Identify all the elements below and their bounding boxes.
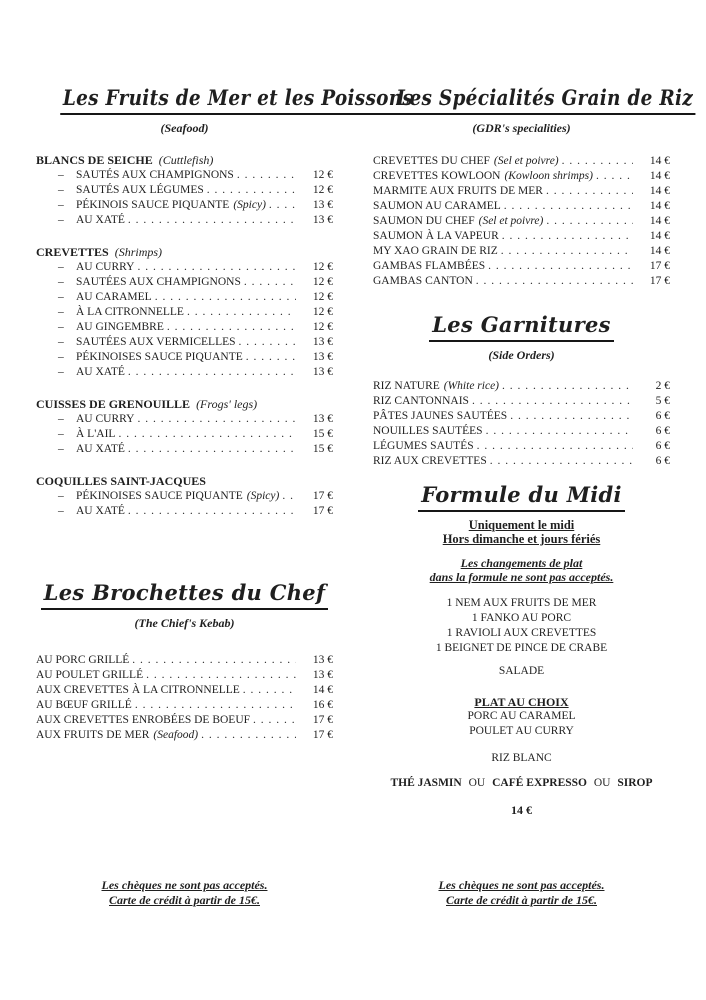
group-header-label: CREVETTES <box>36 245 109 259</box>
dot-leader <box>253 713 296 728</box>
item-name: AU CARAMEL <box>76 291 152 303</box>
dash-bullet: – <box>58 366 64 378</box>
menu-item-row <box>373 409 670 424</box>
item-name: SAUTÉES AUX CHAMPIGNONS <box>76 276 241 288</box>
group-header-label: COQUILLES SAINT-JACQUES <box>36 474 206 488</box>
starter-line: 1 BEIGNET DE PINCE DE CRABE <box>435 642 608 654</box>
menu-item-row <box>36 653 333 668</box>
dot-leader <box>269 198 296 213</box>
item-note: (Spicy) <box>233 199 266 211</box>
item-price: 13 € <box>312 413 333 425</box>
formule-starters <box>373 596 670 656</box>
item-note: (Seafood) <box>153 729 199 741</box>
menu-item-row <box>373 214 670 229</box>
item-name: CREVETTES KOWLOON <box>373 170 501 182</box>
item-price: 13 € <box>312 214 333 226</box>
item-name: NOUILLES SAUTÉES <box>373 425 483 437</box>
restriction-line-2: dans la formule ne sont pas acceptés. <box>429 570 614 584</box>
item-price: 13 € <box>312 669 333 681</box>
menu-item-row <box>36 305 333 320</box>
menu-item-row <box>373 379 670 394</box>
item-note: (Kowloon shrimps) <box>504 170 593 182</box>
dot-leader <box>201 728 296 743</box>
item-note: (Sel et poivre) <box>478 215 544 227</box>
item-price: 17 € <box>312 729 333 741</box>
item-note: (Spicy) <box>246 490 280 502</box>
item-name: MY XAO GRAIN DE RIZ <box>373 245 498 257</box>
group-header-note: (Frogs' legs) <box>196 397 258 411</box>
item-name: SAUTÉS AUX LÉGUMES <box>76 184 204 196</box>
formule-title-text: Formule du Midi <box>418 481 625 512</box>
drink-cafe-expresso: CAFÉ EXPRESSO <box>492 777 587 789</box>
group-cuisses-de-grenouille <box>36 397 333 457</box>
menu-item-row <box>373 439 670 454</box>
dash-bullet: – <box>58 261 64 273</box>
menu-item-row <box>36 442 333 457</box>
dash-bullet: – <box>58 443 64 455</box>
menu-item-row <box>373 394 670 409</box>
dot-leader <box>502 229 633 244</box>
dash-bullet: – <box>58 169 64 181</box>
gdr-subtitle: (GDR's specialities) <box>472 121 571 135</box>
right-footer-note <box>373 878 670 908</box>
dot-leader <box>490 454 633 469</box>
item-price: 12 € <box>312 291 333 303</box>
starter-line: 1 FANKO AU PORC <box>471 612 572 624</box>
group-items <box>36 489 333 519</box>
item-price: 12 € <box>312 321 333 333</box>
item-name: PÉKINOIS SAUCE PIQUANTE <box>76 199 230 211</box>
item-name: SAUTÉS AUX CHAMPIGNONS <box>76 169 234 181</box>
dot-leader <box>246 350 296 365</box>
dot-leader <box>135 698 296 713</box>
item-price: 13 € <box>312 366 333 378</box>
seafood-subtitle: (Seafood) <box>160 121 209 135</box>
dot-leader <box>510 409 633 424</box>
dot-leader <box>239 335 296 350</box>
dash-bullet: – <box>58 199 64 211</box>
item-price: 12 € <box>312 276 333 288</box>
item-name: SAUMON AU CARAMEL <box>373 200 501 212</box>
group-header <box>36 245 333 260</box>
item-price: 13 € <box>312 199 333 211</box>
sides-title-text: Les Garnitures <box>429 311 614 342</box>
menu-item-row <box>36 412 333 427</box>
dot-leader <box>477 439 633 454</box>
menu-item-row <box>373 244 670 259</box>
dot-leader <box>501 244 633 259</box>
group-header <box>36 474 333 489</box>
item-name: MARMITE AUX FRUITS DE MER <box>373 185 543 197</box>
menu-item-row <box>36 290 333 305</box>
item-name: GAMBAS FLAMBÉES <box>373 260 486 272</box>
availability-line-1: Uniquement le midi <box>468 518 575 532</box>
dash-bullet: – <box>58 336 64 348</box>
item-price: 12 € <box>312 306 333 318</box>
menu-item-row <box>36 335 333 350</box>
drink-the-jasmin: THÉ JASMIN <box>390 777 462 789</box>
dot-leader <box>128 365 296 380</box>
item-name: PÉKINOISES SAUCE PIQUANTE <box>76 351 243 363</box>
dot-leader <box>472 394 633 409</box>
item-name: SAUMON DU CHEF <box>373 215 475 227</box>
item-name: AU XATÉ <box>76 366 125 378</box>
item-name: AU CURRY <box>76 413 135 425</box>
footer-line-2: Carte de crédit à partir de 15€. <box>446 893 597 907</box>
footer-line-1: Les chèques ne sont pas acceptés. <box>438 878 605 892</box>
dot-leader <box>128 213 296 228</box>
menu-item-row <box>36 320 333 335</box>
item-price: 6 € <box>655 455 670 467</box>
menu-item-row <box>373 154 670 169</box>
dash-bullet: – <box>58 214 64 226</box>
group-header <box>36 153 333 168</box>
dot-leader <box>146 668 296 683</box>
group-header <box>36 397 333 412</box>
item-price: 14 € <box>649 245 670 257</box>
formule-restriction <box>373 556 670 584</box>
group-items <box>36 260 333 380</box>
formule-drinks <box>373 777 670 789</box>
dot-leader <box>476 274 633 289</box>
item-price: 14 € <box>649 155 670 167</box>
menu-item-row <box>36 713 333 728</box>
dot-leader <box>546 214 633 229</box>
dot-leader <box>502 379 633 394</box>
item-price: 17 € <box>312 714 333 726</box>
formule-section-title <box>373 481 670 512</box>
group-blancs-de-seiche <box>36 153 333 228</box>
choice-line: PORC AU CARAMEL <box>467 710 576 722</box>
menu-item-row <box>36 728 333 743</box>
menu-item-row <box>36 504 333 519</box>
group-header-label: BLANCS DE SEICHE <box>36 153 153 167</box>
menu-item-row <box>36 260 333 275</box>
menu-item-row <box>36 668 333 683</box>
dot-leader <box>118 427 296 442</box>
dash-bullet: – <box>58 351 64 363</box>
item-price: 13 € <box>312 654 333 666</box>
item-name: PÉKINOISES SAUCE PIQUANTE <box>76 490 243 502</box>
item-price: 15 € <box>312 443 333 455</box>
item-price: 15 € <box>312 428 333 440</box>
item-price: 17 € <box>312 490 333 502</box>
menu-item-row <box>36 213 333 228</box>
item-name: AU POULET GRILLÉ <box>36 669 144 681</box>
item-name: À L'AIL <box>76 428 116 440</box>
drink-or-2: OU <box>593 777 611 789</box>
formule-choice-header: PLAT AU CHOIX <box>474 695 569 709</box>
dot-leader <box>282 489 296 504</box>
formule-salad: SALADE <box>498 665 545 677</box>
menu-item-row <box>36 198 333 213</box>
item-price: 17 € <box>649 275 670 287</box>
dot-leader <box>237 168 296 183</box>
kebabs-subtitle: (The Chief's Kebab) <box>134 616 235 630</box>
sides-items <box>373 379 670 469</box>
dot-leader <box>244 275 296 290</box>
item-price: 6 € <box>655 440 670 452</box>
item-name: AU GINGEMBRE <box>76 321 164 333</box>
starter-line: 1 RAVIOLI AUX CREVETTES <box>446 627 597 639</box>
dot-leader <box>137 260 296 275</box>
dash-bullet: – <box>58 321 64 333</box>
dash-bullet: – <box>58 291 64 303</box>
group-header-label: CUISSES DE GRENOUILLE <box>36 397 191 411</box>
item-name: AU XATÉ <box>76 505 125 517</box>
item-price: 14 € <box>649 200 670 212</box>
dot-leader <box>128 442 296 457</box>
dash-bullet: – <box>58 428 64 440</box>
dash-bullet: – <box>58 505 64 517</box>
item-price: 13 € <box>312 336 333 348</box>
dot-leader <box>596 169 633 184</box>
item-price: 5 € <box>655 395 670 407</box>
item-name: AU BŒUF GRILLÉ <box>36 699 132 711</box>
item-name: GAMBAS CANTON <box>373 275 473 287</box>
item-name: AU PORC GRILLÉ <box>36 654 130 666</box>
formule-price: 14 € <box>511 803 532 817</box>
item-note: (Sel et poivre) <box>493 155 559 167</box>
menu-item-row <box>373 199 670 214</box>
sides-section-title <box>373 311 670 342</box>
item-name: SAUTÉES AUX VERMICELLES <box>76 336 236 348</box>
formule-choices <box>373 709 670 738</box>
left-footer-note <box>36 878 333 908</box>
dot-leader <box>562 154 633 169</box>
item-price: 14 € <box>312 684 333 696</box>
kebabs-title-text: Les Brochettes du Chef <box>41 579 329 610</box>
dot-leader <box>207 183 296 198</box>
right-column <box>373 84 694 1000</box>
menu-item-row <box>373 259 670 274</box>
dot-leader <box>187 305 296 320</box>
item-name: RIZ CANTONNAIS <box>373 395 469 407</box>
item-price: 14 € <box>649 230 670 242</box>
sides-subtitle: (Side Orders) <box>488 348 555 362</box>
kebabs-items <box>36 653 333 743</box>
dot-leader <box>243 683 296 698</box>
menu-item-row <box>36 350 333 365</box>
dot-leader <box>155 290 296 305</box>
availability-line-2: Hors dimanche et jours fériés <box>442 532 601 546</box>
group-coquilles-saint-jacques <box>36 474 333 519</box>
dot-leader <box>546 184 633 199</box>
dot-leader <box>132 653 296 668</box>
restriction-line-1: Les changements de plat <box>460 556 583 570</box>
group-items <box>36 168 333 228</box>
item-name: À LA CITRONNELLE <box>76 306 184 318</box>
item-name: SAUMON À LA VAPEUR <box>373 230 499 242</box>
drink-sirop: SIROP <box>617 777 653 789</box>
item-name: AU XATÉ <box>76 214 125 226</box>
item-name: AU XATÉ <box>76 443 125 455</box>
menu-item-row <box>36 489 333 504</box>
item-price: 12 € <box>312 261 333 273</box>
item-name: RIZ AUX CREVETTES <box>373 455 487 467</box>
item-name: RIZ NATURE <box>373 380 440 392</box>
item-name: AUX CREVETTES ENROBÉES DE BOEUF <box>36 714 251 726</box>
item-price: 13 € <box>312 351 333 363</box>
kebabs-section-title <box>36 579 333 610</box>
menu-item-row <box>36 427 333 442</box>
item-price: 14 € <box>649 170 670 182</box>
menu-item-row <box>373 169 670 184</box>
item-price: 16 € <box>312 699 333 711</box>
item-name: LÉGUMES SAUTÉS <box>373 440 474 452</box>
gdr-section-title <box>373 84 694 115</box>
menu-item-row <box>373 184 670 199</box>
dash-bullet: – <box>58 276 64 288</box>
menu-item-row <box>36 183 333 198</box>
item-name: AU CURRY <box>76 261 135 273</box>
formule-rice: RIZ BLANC <box>491 752 552 764</box>
dot-leader <box>486 424 633 439</box>
gdr-title-text: Les Spécialités Grain de Riz <box>394 84 696 115</box>
dash-bullet: – <box>58 413 64 425</box>
group-header-note: (Cuttlefish) <box>158 153 214 167</box>
group-header-note: (Shrimps) <box>114 245 163 259</box>
item-name: AUX FRUITS DE MER <box>36 729 150 741</box>
dash-bullet: – <box>58 490 64 502</box>
item-price: 12 € <box>312 169 333 181</box>
dash-bullet: – <box>58 184 64 196</box>
menu-item-row <box>36 698 333 713</box>
choice-line: POULET AU CURRY <box>469 724 574 737</box>
footer-line-2: Carte de crédit à partir de 15€. <box>109 893 260 907</box>
item-price: 12 € <box>312 184 333 196</box>
item-price: 6 € <box>655 425 670 437</box>
dot-leader <box>128 504 296 519</box>
item-note: (White rice) <box>443 380 500 392</box>
menu-item-row <box>36 683 333 698</box>
menu-item-row <box>36 365 333 380</box>
dot-leader <box>137 412 296 427</box>
menu-item-row <box>373 274 670 289</box>
item-price: 17 € <box>649 260 670 272</box>
dot-leader <box>167 320 296 335</box>
menu-item-row <box>36 168 333 183</box>
dash-bullet: – <box>58 306 64 318</box>
item-name: PÂTES JAUNES SAUTÉES <box>373 410 508 422</box>
menu-item-row <box>373 229 670 244</box>
dot-leader <box>504 199 633 214</box>
menu-item-row <box>373 454 670 469</box>
item-price: 6 € <box>655 410 670 422</box>
item-price: 2 € <box>655 380 670 392</box>
seafood-section-title <box>36 84 414 115</box>
group-crevettes <box>36 245 333 380</box>
item-name: AUX CREVETTES À LA CITRONNELLE <box>36 684 240 696</box>
item-price: 14 € <box>649 185 670 197</box>
menu-item-row <box>373 424 670 439</box>
dot-leader <box>488 259 633 274</box>
gdr-items <box>373 154 670 289</box>
item-price: 14 € <box>649 215 670 227</box>
formule-availability <box>373 518 670 546</box>
item-name: CREVETTES DU CHEF <box>373 155 490 167</box>
drink-or-1: OU <box>468 777 486 789</box>
footer-line-1: Les chèques ne sont pas acceptés. <box>101 878 268 892</box>
seafood-title-text: Les Fruits de Mer et les Poissons <box>60 84 416 115</box>
group-items <box>36 412 333 457</box>
item-price: 17 € <box>312 505 333 517</box>
starter-line: 1 NEM AUX FRUITS DE MER <box>446 597 597 609</box>
menu-item-row <box>36 275 333 290</box>
